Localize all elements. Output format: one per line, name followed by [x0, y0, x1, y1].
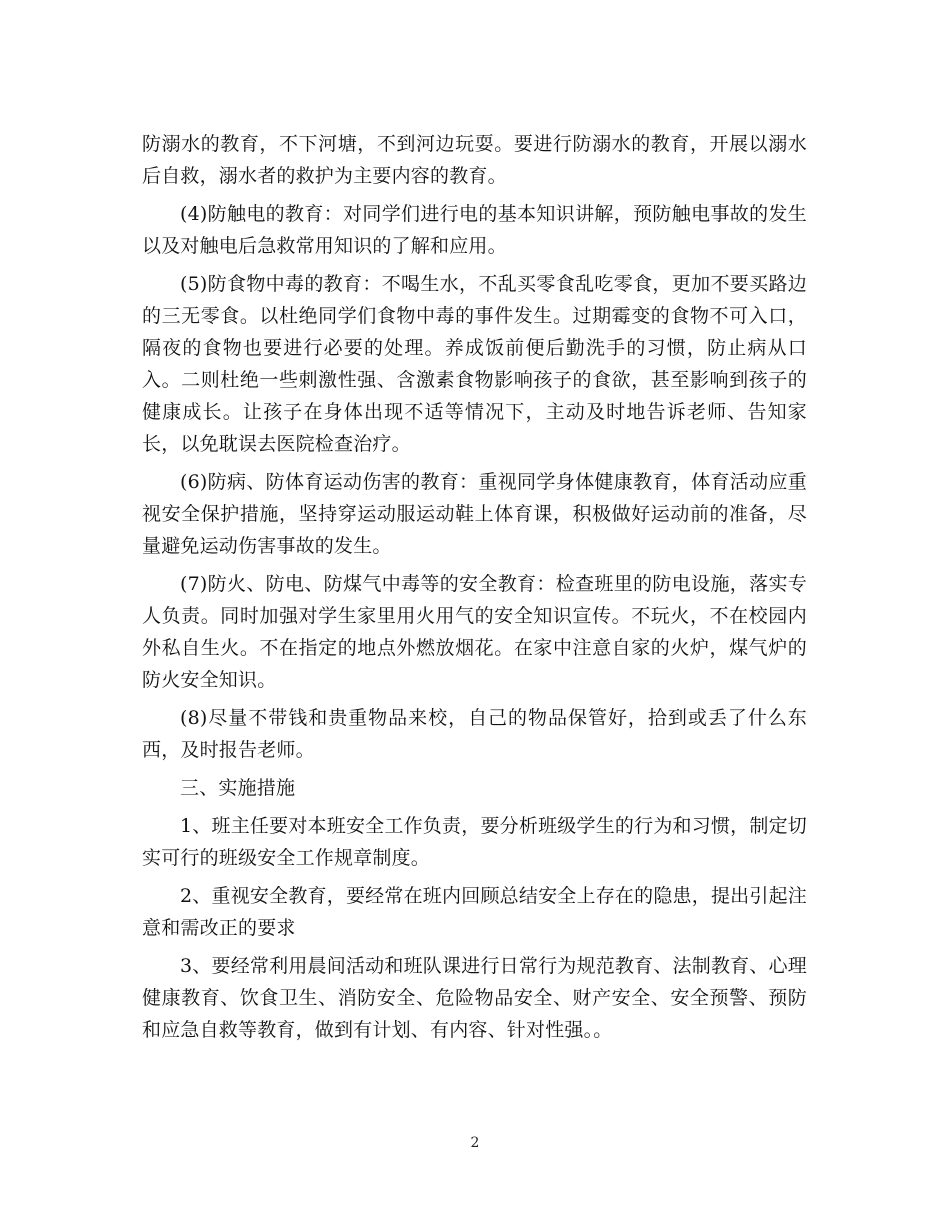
paragraph-drowning-continued: 防溺水的教育，不下河塘，不到河边玩耍。要进行防溺水的教育，开展以溺水后自救，溺水者的救护为主要内容的教育。 — [142, 133, 807, 187]
paragraph-fire-safety: (7)防火、防电、防煤气中毒等的安全教育：检查班里的防电设施，落实专人负责。同时加强对学生家里用火用气的安全知识宣传。不玩火，不在校园内外私自生火。不在指定的地点外燃放烟花。在家中注意自家的火炉，煤气炉的防火安全知识。 — [142, 573, 807, 691]
page-number: 2 — [470, 1135, 480, 1151]
paragraph-measure-2: 2、重视安全教育，要经常在班内回顾总结安全上存在的隐患，提出引起注意和需改正的要求 — [142, 885, 807, 939]
paragraph-measure-3: 3、要经常利用晨间活动和班队课进行日常行为规范教育、法制教育、心理健康教育、饮食卫生、消防安全、危险物品安全、财产安全、安全预警、预防和应急自救等教育，做到有计划、有内容、针对性强。。 — [142, 955, 807, 1041]
section-heading-measures: 三、实施措施 — [180, 777, 296, 799]
paragraph-electric-shock: (4)防触电的教育：对同学们进行电的基本知识讲解，预防触电事故的发生以及对触电后急救常用知识的了解和应用。 — [142, 203, 807, 257]
paragraph-valuables: (8)尽量不带钱和贵重物品来校，自己的物品保管好，拾到或丢了什么东西，及时报告老师。 — [142, 707, 807, 761]
paragraph-sports-injury: (6)防病、防体育运动伤害的教育：重视同学身体健康教育，体育活动应重视安全保护措施，坚持穿运动服运动鞋上体育课，积极做好运动前的准备，尽量避免运动伤害事故的发生。 — [142, 471, 807, 557]
paragraph-food-poisoning: (5)防食物中毒的教育：不喝生水，不乱买零食乱吃零食，更加不要买路边的三无零食。以杜绝同学们食物中毒的事件发生。过期霉变的食物不可入口，隔夜的食物也要进行必要的处理。养成饭前便后勤洗手的习惯，防止病从口入。二则杜绝一些刺激性强、含激素食物影响孩子的食欲，甚至影响到孩子的健康成长。让孩子在身体出现不适等情况下，主动及时地告诉老师、告知家长，以免耽误去医院检查治疗。 — [142, 273, 807, 455]
document-body — [142, 128, 807, 1052]
paragraph-measure-1: 1、班主任要对本班安全工作负责，要分析班级学生的行为和习惯，制定切实可行的班级安全工作规章制度。 — [142, 815, 807, 869]
